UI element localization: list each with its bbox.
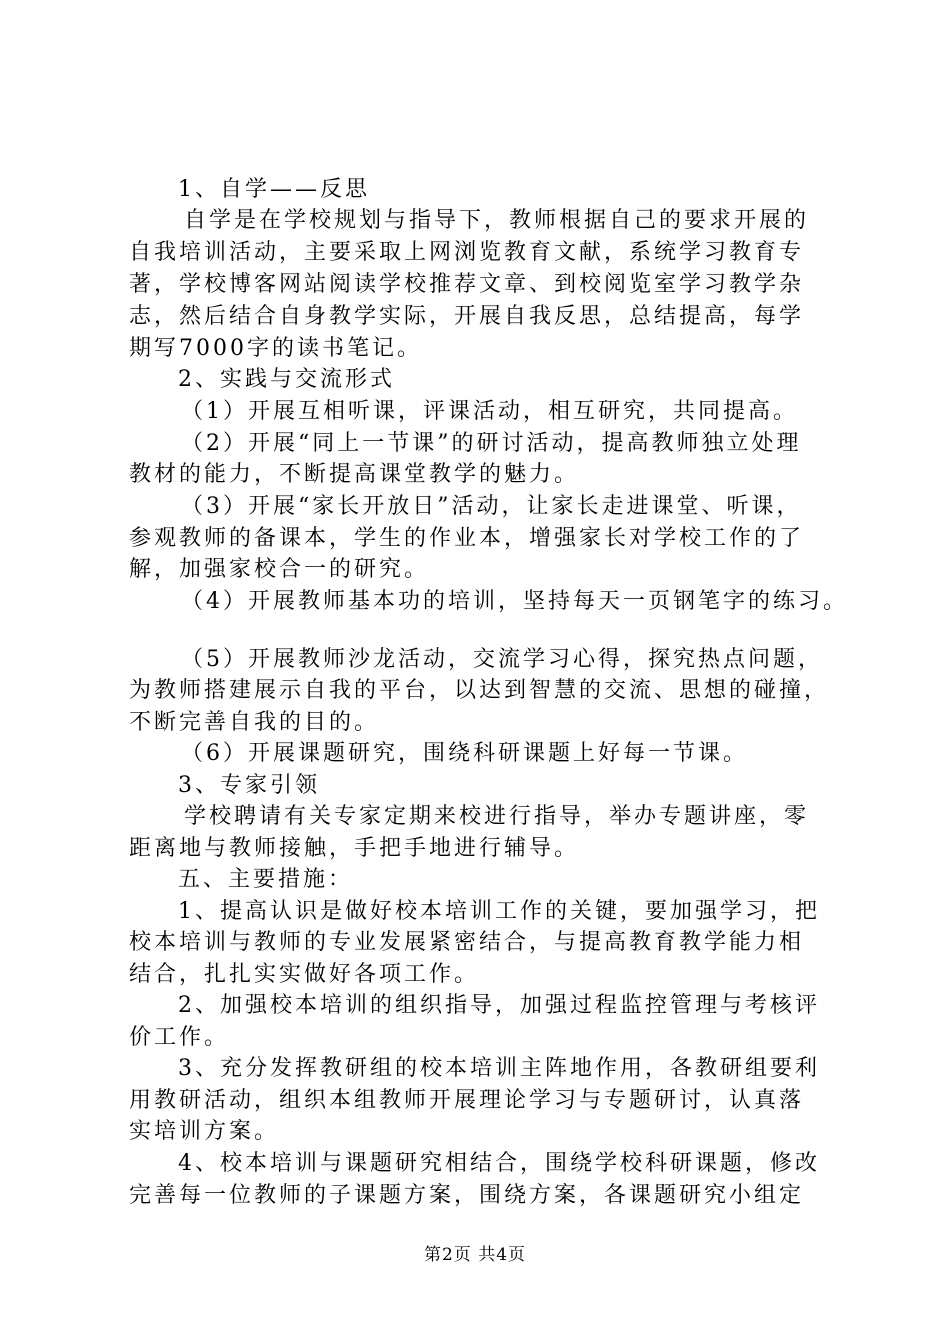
paragraph-line: 结合，扎扎实实做好各项工作。 (129, 962, 480, 987)
paragraph-line: 志，然后结合自身教学实际，开展自我反思，总结提高，每学 (129, 304, 805, 329)
paragraph-line: 1、提高认识是做好校本培训工作的关键，要加强学习，把 (178, 899, 820, 924)
paragraph-line: 不断完善自我的目的。 (129, 710, 380, 735)
paragraph-line: 解，加强家校合一的研究。 (129, 557, 430, 582)
paragraph-line: 3、充分发挥教研组的校本培训主阵地作用，各教研组要利 (178, 1056, 820, 1081)
paragraph-line: 校本培训与教师的专业发展紧密结合，与提高教育教学能力相 (129, 930, 805, 955)
paragraph-line: 参观教师的备课本，学生的作业本，增强家长对学校工作的了 (129, 526, 805, 551)
section-heading: 2、实践与交流形式 (178, 367, 395, 392)
paragraph-line: 著，学校博客网站阅读学校推荐文章、到校阅览室学习教学杂 (129, 272, 805, 297)
paragraph-line: 用教研活动，组织本组教师开展理论学习与专题研讨，认真落 (129, 1088, 805, 1113)
paragraph-line: 4、校本培训与课题研究相结合，围绕学校科研课题，修改 (178, 1151, 820, 1176)
list-item: （1）开展互相听课，评课活动，相互研究，共同提高。 (181, 399, 798, 424)
paragraph-line: 2、加强校本培训的组织指导，加强过程监控管理与考核评 (178, 993, 820, 1018)
section-heading: 3、专家引领 (178, 773, 320, 798)
section-heading: 1、自学——反思 (178, 177, 370, 202)
list-item: （6）开展课题研究，围绕科研课题上好每一节课。 (181, 741, 748, 766)
list-item: （3）开展“家长开放日”活动，让家长走进课堂、听课， (181, 494, 802, 519)
section-heading: 五、主要措施： (178, 867, 354, 892)
page-footer: 第2页 共4页 (423, 1245, 527, 1265)
paragraph-line: 自学是在学校规划与指导下，教师根据自己的要求开展的 (184, 208, 810, 233)
paragraph-line: 学校聘请有关专家定期来校进行指导，举办专题讲座，零 (184, 804, 810, 829)
paragraph-line: 距离地与教师接触，手把手地进行辅导。 (129, 836, 580, 861)
list-item: （2）开展“同上一节课”的研讨活动，提高教师独立处理 (181, 431, 802, 456)
list-item: （5）开展教师沙龙活动，交流学习心得，探究热点问题， (181, 647, 823, 672)
paragraph-line: 价工作。 (129, 1025, 230, 1050)
paragraph-line: 完善每一位教师的子课题方案，围绕方案，各课题研究小组定 (129, 1183, 805, 1208)
list-item: （4）开展教师基本功的培训，坚持每天一页钢笔字的练习。 (181, 589, 848, 614)
paragraph-line: 实培训方案。 (129, 1119, 280, 1144)
paragraph-line: 自我培训活动，主要采取上网浏览教育文献，系统学习教育专 (129, 240, 805, 265)
paragraph-line: 期写7000字的读书笔记。 (129, 336, 422, 361)
paragraph-line: 为教师搭建展示自我的平台，以达到智慧的交流、思想的碰撞， (129, 678, 830, 703)
paragraph-line: 教材的能力，不断提高课堂教学的魅力。 (129, 462, 580, 487)
